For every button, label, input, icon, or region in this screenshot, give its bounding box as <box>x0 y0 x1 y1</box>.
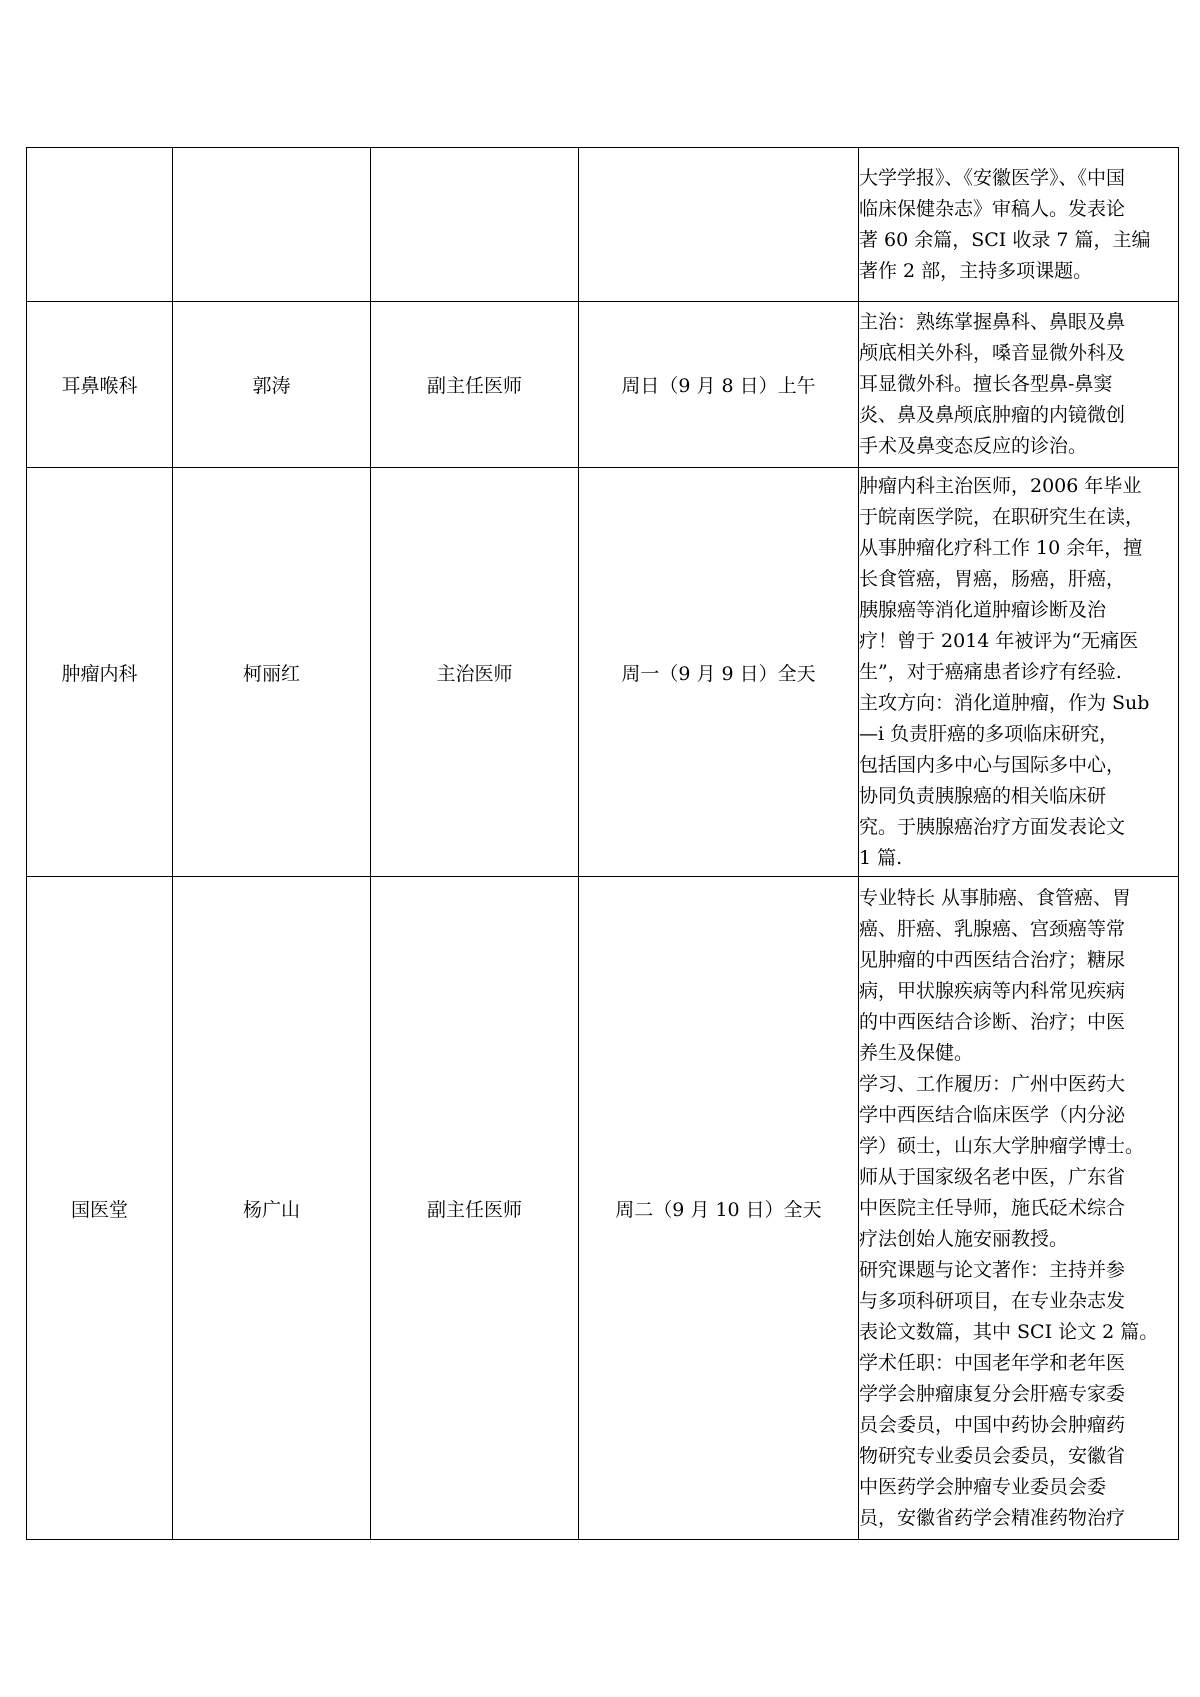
description-line: 于皖南医学院，在职研究生在读， <box>859 505 1145 528</box>
department-cell: 国医堂 <box>27 877 173 1540</box>
table-row <box>27 302 1179 468</box>
description-line: 1 篇. <box>859 846 903 869</box>
description-line: 主攻方向：消化道肿瘤，作为 Sub <box>859 691 1150 714</box>
doctor-title-cell <box>371 148 579 302</box>
description-line: 员会委员，中国中药协会肿瘤药 <box>859 1413 1126 1436</box>
description-line: 大学学报》、《安徽医学》、《中国 <box>859 166 1126 189</box>
description-line: 耳显微外科。擅长各型鼻-鼻窦 <box>859 373 1113 395</box>
description-line: 颅底相关外科，嗓音显微外科及 <box>859 342 1126 364</box>
description-line: 从事肿瘤化疗科工作 10 余年，擅 <box>859 536 1143 559</box>
doctor-name-cell: 柯丽红 <box>173 468 371 877</box>
doctor-name-cell <box>173 148 371 302</box>
description-line: 见肿瘤的中西医结合治疗；糖尿 <box>859 948 1126 971</box>
doctor-name-cell: 杨广山 <box>173 877 371 1540</box>
description-line: 肿瘤内科主治医师，2006 年毕业 <box>859 474 1142 497</box>
description-line: 与多项科研项目，在专业杂志发 <box>859 1289 1126 1312</box>
description-line: —i 负责肝癌的多项临床研究， <box>859 722 1119 745</box>
description-line: 协同负责胰腺癌的相关临床研 <box>859 784 1107 807</box>
description-line: 生”，对于癌痛患者诊疗有经验. <box>859 660 1122 683</box>
description-cell <box>859 877 1179 1540</box>
department-cell <box>27 148 173 302</box>
doctor-name-cell: 郭涛 <box>173 302 371 468</box>
description-line: 疗法创始人施安丽教授。 <box>859 1227 1069 1250</box>
description-line: 师从于国家级名老中医，广东省 <box>859 1165 1126 1188</box>
description-line: 手术及鼻变态反应的诊治。 <box>859 435 1088 457</box>
description-line: 学）硕士，山东大学肿瘤学博士。 <box>859 1134 1145 1157</box>
doctor-title-cell: 主治医师 <box>371 468 579 877</box>
description-line: 中医药学会肿瘤专业委员会委 <box>859 1475 1107 1498</box>
description-line: 包括国内多中心与国际多中心， <box>859 753 1126 776</box>
schedule-cell: 周日（9 月 8 日）上午 <box>579 302 859 468</box>
description-line: 究。于胰腺癌治疗方面发表论文 <box>859 815 1126 838</box>
description-line: 学习、工作履历：广州中医药大 <box>859 1072 1126 1095</box>
description-line: 中医院主任导师，施氏砭术综合 <box>859 1196 1126 1219</box>
description-cell <box>859 302 1179 468</box>
description-line: 物研究专业委员会委员，安徽省 <box>859 1444 1126 1467</box>
schedule-cell: 周二（9 月 10 日）全天 <box>579 877 859 1540</box>
schedule-cell <box>579 148 859 302</box>
doctor-title-cell: 副主任医师 <box>371 302 579 468</box>
description-line: 养生及保健。 <box>859 1041 974 1064</box>
schedule-cell: 周一（9 月 9 日）全天 <box>579 468 859 877</box>
table-row <box>27 468 1179 877</box>
doctor-title-cell: 副主任医师 <box>371 877 579 1540</box>
description-cell <box>859 468 1179 877</box>
description-line: 癌、肝癌、乳腺癌、宫颈癌等常 <box>859 917 1126 940</box>
doctor-schedule-table <box>26 147 1179 1540</box>
description-line: 临床保健杂志》审稿人。发表论 <box>859 197 1126 220</box>
description-line: 表论文数篇，其中 SCI 论文 2 篇。 <box>859 1320 1159 1343</box>
description-line: 著作 2 部，主持多项课题。 <box>859 259 1093 282</box>
department-cell: 肿瘤内科 <box>27 468 173 877</box>
description-line: 研究课题与论文著作：主持并参 <box>859 1258 1126 1281</box>
description-line: 员，安徽省药学会精准药物治疗 <box>859 1506 1126 1529</box>
table-body <box>27 148 1179 1540</box>
description-line: 学学会肿瘤康复分会肝癌专家委 <box>859 1382 1126 1405</box>
description-line: 的中西医结合诊断、治疗；中医 <box>859 1010 1126 1033</box>
table-row <box>27 877 1179 1540</box>
description-cell <box>859 148 1179 302</box>
description-line: 胰腺癌等消化道肿瘤诊断及治 <box>859 598 1107 621</box>
description-line: 专业特长 从事肺癌、食管癌、胃 <box>859 886 1132 909</box>
description-line: 学术任职：中国老年学和老年医 <box>859 1351 1126 1374</box>
description-line: 病，甲状腺疾病等内科常见疾病 <box>859 979 1126 1002</box>
description-line: 主治：熟练掌握鼻科、鼻眼及鼻 <box>859 311 1126 333</box>
description-line: 学中西医结合临床医学（内分泌 <box>859 1103 1126 1126</box>
table-row <box>27 148 1179 302</box>
description-line: 疗！曾于 2014 年被评为“无痛医 <box>859 629 1139 652</box>
description-line: 长食管癌，胃癌，肠癌，肝癌， <box>859 567 1126 590</box>
department-cell: 耳鼻喉科 <box>27 302 173 468</box>
description-line: 炎、鼻及鼻颅底肿瘤的内镜微创 <box>859 404 1126 426</box>
description-line: 著 60 余篇，SCI 收录 7 篇，主编 <box>859 228 1151 251</box>
